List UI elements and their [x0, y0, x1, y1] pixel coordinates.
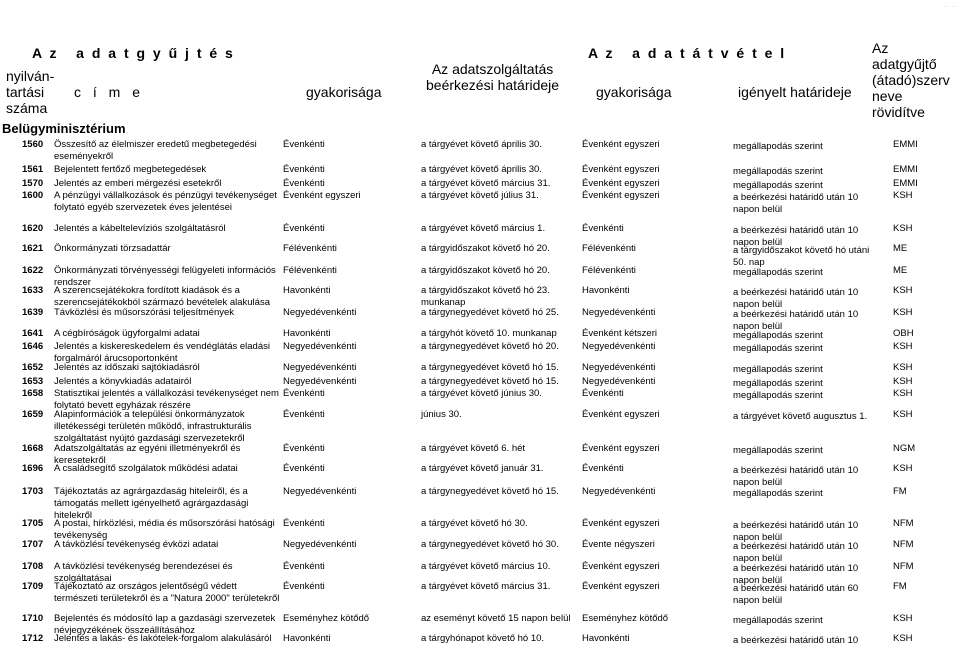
row-title: Jelentés az emberi mérgezési esetekről — [54, 178, 222, 189]
row-id: 1620 — [22, 223, 44, 234]
row-owner: KSH — [893, 285, 913, 296]
row-owner: KSH — [893, 190, 913, 201]
row-transfer-deadline: megállapodás szerint — [733, 166, 823, 177]
row-id: 1707 — [22, 539, 44, 550]
row-transfer-deadline: a tárgyévet követő augusztus 1. — [733, 411, 868, 422]
row-title: A pénzügyi vállalkozások és pénzügyi tevékenységet folytató egyéb szervezetek éves jelentései — [54, 190, 277, 213]
row-transfer-frequency: Évenként egyszeri — [582, 164, 660, 175]
row-transfer-deadline: megállapodás szerint — [733, 378, 823, 389]
header-id-label: nyilván- tartási száma — [6, 68, 55, 116]
table-row — [0, 613, 960, 636]
row-transfer-deadline: megállapodás szerint — [733, 180, 823, 191]
row-collection-frequency: Évenkénti — [283, 223, 325, 234]
row-owner: KSH — [893, 388, 913, 399]
row-owner: KSH — [893, 409, 913, 420]
row-title: A családsegítő szolgálatok működési adatai — [54, 463, 238, 474]
row-collection-frequency: Negyedévenkénti — [283, 341, 357, 352]
row-submission-deadline: június 30. — [421, 409, 462, 420]
row-id: 1561 — [22, 164, 44, 175]
row-collection-frequency: Negyedévenkénti — [283, 486, 357, 497]
section-title: Belügyminisztérium — [2, 121, 126, 136]
row-submission-deadline: a tárgyidőszakot követő hó 23. munkanap — [421, 285, 550, 308]
table-row — [0, 223, 960, 248]
row-submission-deadline: a tárgyévet követő március 10. — [421, 561, 551, 572]
row-transfer-frequency: Évente négyszeri — [582, 539, 655, 550]
table-row — [0, 178, 960, 190]
row-owner: ME — [893, 265, 908, 276]
row-owner: EMMI — [893, 164, 918, 175]
row-title: Bejelentett fertőző megbetegedések — [54, 164, 207, 175]
table-row — [0, 265, 960, 288]
row-submission-deadline: a tárgyévet követő április 30. — [421, 164, 542, 175]
row-submission-deadline: a tárgynegyedévet követő hó 25. — [421, 307, 559, 318]
table-row — [0, 139, 960, 164]
row-collection-frequency: Félévenkénti — [283, 243, 337, 254]
row-transfer-deadline: a beérkezési határidő után 10 napon belül — [733, 563, 859, 586]
row-title: Jelentés az időszaki sajtókiadásról — [54, 362, 200, 373]
row-transfer-frequency: Negyedévenkénti — [582, 376, 656, 387]
row-id: 1703 — [22, 486, 44, 497]
row-id: 1712 — [22, 633, 44, 644]
row-transfer-frequency: Évenként egyszeri — [582, 139, 660, 150]
row-collection-frequency: Havonkénti — [283, 633, 331, 644]
row-transfer-deadline: a beérkezési határidő után 10 napon belül — [733, 309, 859, 332]
row-collection-frequency: Évenkénti — [283, 409, 325, 420]
table-row — [0, 539, 960, 564]
row-title: A cégbíróságok ügyforgalmi adatai — [54, 328, 200, 339]
table-row — [0, 463, 960, 486]
row-collection-frequency: Félévenkénti — [283, 265, 337, 276]
row-transfer-deadline: megállapodás szerint — [733, 364, 823, 375]
row-transfer-deadline: a beérkezési határidő után 10 — [733, 635, 859, 646]
row-submission-deadline: a tárgyévet követő április 30. — [421, 139, 542, 150]
row-submission-deadline: a tárgyhót követő 10. munkanap — [421, 328, 557, 339]
row-id: 1570 — [22, 178, 44, 189]
row-owner: KSH — [893, 362, 913, 373]
row-owner: KSH — [893, 223, 913, 234]
row-transfer-frequency: Negyedévenkénti — [582, 362, 656, 373]
header-transfer-deadline: igényelt határideje — [738, 84, 852, 100]
table-row — [0, 307, 960, 332]
row-transfer-frequency: Évenként egyszeri — [582, 190, 660, 201]
row-transfer-frequency: Félévenkénti — [582, 265, 636, 276]
row-collection-frequency: Évenkénti — [283, 581, 325, 592]
row-owner: NGM — [893, 443, 916, 454]
row-id: 1659 — [22, 409, 44, 420]
row-transfer-deadline: a beérkezési határidő után 10 napon belül — [733, 541, 859, 564]
row-submission-deadline: a tárgynegyedévet követő hó 15. — [421, 362, 559, 373]
row-title: Összesítő az élelmiszer eredetű megbetegedési eseményekről — [54, 139, 257, 162]
row-collection-frequency: Évenkénti — [283, 139, 325, 150]
row-transfer-deadline: a beérkezési határidő után 10 napon belül — [733, 287, 859, 310]
row-transfer-frequency: Évenkénti — [582, 463, 624, 474]
row-transfer-frequency: Évenként egyszeri — [582, 581, 660, 592]
row-owner: KSH — [893, 376, 913, 387]
row-submission-deadline: a tárgyidőszakot követő hó 20. — [421, 265, 550, 276]
row-submission-deadline: a tárgyévet követő március 1. — [421, 223, 546, 234]
table-row — [0, 341, 960, 362]
row-id: 1633 — [22, 285, 44, 296]
row-transfer-frequency: Évenként egyszeri — [582, 443, 660, 454]
table-row — [0, 164, 960, 178]
row-id: 1652 — [22, 362, 44, 373]
row-collection-frequency: Negyedévenkénti — [283, 376, 357, 387]
row-title: Önkormányzati törvényességi felügyeleti információs rendszer — [54, 265, 276, 288]
row-transfer-frequency: Negyedévenkénti — [582, 486, 656, 497]
row-owner: FM — [893, 581, 907, 592]
table-row — [0, 486, 960, 521]
row-title: A postai, hírközlési, média és műsorszórási hatósági tevékenység — [54, 518, 275, 541]
row-owner: EMMI — [893, 178, 918, 189]
row-submission-deadline: a tárgyévet követő hó 30. — [421, 518, 528, 529]
row-id: 1708 — [22, 561, 44, 572]
row-collection-frequency: Évenként egyszeri — [283, 190, 361, 201]
table-row — [0, 243, 960, 268]
data-table-body — [0, 139, 960, 647]
header-owner-label: Az adatgyűjtő (átadó)szerv neve rövidítve — [872, 40, 950, 120]
row-submission-deadline: a tárgyévet követő július 31. — [421, 190, 539, 201]
row-collection-frequency: Évenkénti — [283, 463, 325, 474]
row-owner: EMMI — [893, 139, 918, 150]
table-row — [0, 285, 960, 310]
row-collection-frequency: Évenkénti — [283, 518, 325, 529]
table-row — [0, 388, 960, 409]
table-row — [0, 633, 960, 647]
header-submission-deadline: Az adatszolgáltatás beérkezési határideje — [426, 61, 560, 93]
table-row — [0, 362, 960, 376]
corner-marks: · · — [944, 4, 956, 10]
row-transfer-frequency: Évenként kétszeri — [582, 328, 657, 339]
row-title: Távközlési és műsorszórási teljesítmények — [54, 307, 235, 318]
row-submission-deadline: a tárgyévet követő 6. hét — [421, 443, 526, 454]
table-row — [0, 328, 960, 341]
row-owner: KSH — [893, 633, 913, 644]
table-row — [0, 443, 960, 466]
row-transfer-frequency: Havonkénti — [582, 285, 630, 296]
row-transfer-frequency: Évenként egyszeri — [582, 561, 660, 572]
table-row — [0, 561, 960, 586]
row-transfer-frequency: Eseményhez kötődő — [582, 613, 669, 624]
row-transfer-frequency: Félévenkénti — [582, 243, 636, 254]
row-transfer-deadline: megállapodás szerint — [733, 267, 823, 278]
row-transfer-deadline: a tárgyidőszakot követő hó utáni 50. nap — [733, 245, 870, 268]
row-id: 1668 — [22, 443, 44, 454]
row-id: 1709 — [22, 581, 44, 592]
row-title: Adatszolgáltatás az egyéni illetményekről és keresetekről — [54, 443, 241, 466]
row-collection-frequency: Havonkénti — [283, 328, 331, 339]
row-submission-deadline: az eseményt követő 15 napon belül — [421, 613, 571, 624]
row-transfer-frequency: Évenként egyszeri — [582, 178, 660, 189]
row-transfer-frequency: Évenkénti — [582, 223, 624, 234]
row-collection-frequency: Évenkénti — [283, 388, 325, 399]
row-submission-deadline: a tárgyévet követő január 31. — [421, 463, 544, 474]
row-transfer-frequency: Havonkénti — [582, 633, 630, 644]
row-id: 1622 — [22, 265, 44, 276]
row-collection-frequency: Negyedévenkénti — [283, 362, 357, 373]
row-owner: NFM — [893, 539, 914, 550]
header-collection-frequency: gyakorisága — [306, 84, 382, 100]
row-id: 1658 — [22, 388, 44, 399]
row-owner: OBH — [893, 328, 914, 339]
row-transfer-frequency: Évenkénti — [582, 388, 624, 399]
row-owner: KSH — [893, 341, 913, 352]
row-submission-deadline: a tárgyhónapot követő hó 10. — [421, 633, 545, 644]
row-transfer-deadline: megállapodás szerint — [733, 488, 823, 499]
row-owner: KSH — [893, 463, 913, 474]
row-title: Jelentés a kábeltelevíziós szolgáltatásról — [54, 223, 226, 234]
row-submission-deadline: a tárgyévet követő június 30. — [421, 388, 542, 399]
header-transfer-title: A z a d a t á t v é t e l — [588, 45, 787, 61]
row-collection-frequency: Évenkénti — [283, 164, 325, 175]
row-id: 1710 — [22, 613, 44, 624]
row-submission-deadline: a tárgynegyedévet követő hó 30. — [421, 539, 559, 550]
row-title: Bejelentés és módosító lap a gazdasági szervezetek névjegyzékének összeállításához — [54, 613, 276, 636]
row-transfer-deadline: megállapodás szerint — [733, 390, 823, 401]
row-collection-frequency: Negyedévenkénti — [283, 307, 357, 318]
row-transfer-frequency: Negyedévenkénti — [582, 341, 656, 352]
row-transfer-deadline: megállapodás szerint — [733, 343, 823, 354]
row-collection-frequency: Eseményhez kötődő — [283, 613, 370, 624]
row-owner: KSH — [893, 307, 913, 318]
row-title: A távközlési tevékenység évközi adatai — [54, 539, 219, 550]
row-collection-frequency: Negyedévenkénti — [283, 539, 357, 550]
table-row — [0, 376, 960, 388]
row-id: 1560 — [22, 139, 44, 150]
row-title: Jelentés a könyvkiadás adatairól — [54, 376, 192, 387]
row-id: 1600 — [22, 190, 44, 201]
row-title: Önkormányzati törzsadattár — [54, 243, 171, 254]
row-collection-frequency: Évenkénti — [283, 561, 325, 572]
row-id: 1639 — [22, 307, 44, 318]
row-transfer-deadline: megállapodás szerint — [733, 141, 823, 152]
row-transfer-frequency: Évenként egyszeri — [582, 518, 660, 529]
row-title: Tájékoztató az országos jelentőségű védett természeti területekről és a "Natura 2000" területekről — [54, 581, 280, 604]
row-id: 1705 — [22, 518, 44, 529]
row-transfer-deadline: a beérkezési határidő után 10 napon belül — [733, 192, 859, 215]
row-collection-frequency: Havonkénti — [283, 285, 331, 296]
table-header — [0, 0, 960, 118]
row-transfer-deadline: a beérkezési határidő után 10 napon belül — [733, 225, 859, 248]
row-collection-frequency: Évenkénti — [283, 443, 325, 454]
header-collection-name: c í m e — [74, 84, 145, 100]
row-owner: FM — [893, 486, 907, 497]
table-row — [0, 190, 960, 223]
row-id: 1621 — [22, 243, 44, 254]
row-owner: NFM — [893, 561, 914, 572]
row-submission-deadline: a tárgyévet követő március 31. — [421, 581, 551, 592]
row-submission-deadline: a tárgyévet követő március 31. — [421, 178, 551, 189]
row-title: A szerencsejátékokra fordított kiadások és a szerencsejátékokból származó bevételek alakulása — [54, 285, 270, 308]
row-id: 1641 — [22, 328, 44, 339]
row-id: 1696 — [22, 463, 44, 474]
row-transfer-frequency: Negyedévenkénti — [582, 307, 656, 318]
row-transfer-deadline: a beérkezési határidő után 10 napon belül — [733, 520, 859, 543]
row-collection-frequency: Évenkénti — [283, 178, 325, 189]
row-transfer-deadline: a beérkezési határidő után 10 napon belül — [733, 465, 859, 488]
row-owner: ME — [893, 243, 908, 254]
row-submission-deadline: a tárgyidőszakot követő hó 20. — [421, 243, 550, 254]
row-title: Jelentés a lakás- és lakótelek-forgalom alakulásáról — [54, 633, 272, 644]
row-submission-deadline: a tárgynegyedévet követő hó 15. — [421, 376, 559, 387]
table-row — [0, 518, 960, 543]
row-transfer-deadline: a beérkezési határidő után 60 napon belül — [733, 583, 859, 606]
table-row — [0, 581, 960, 613]
row-transfer-deadline: megállapodás szerint — [733, 445, 823, 456]
row-title: Alapinformációk a települési önkormányzatok illetékességi területén működő, infrastrukturális szolgáltatást nyújtó gazdasági szervezetekről — [54, 409, 252, 444]
row-submission-deadline: a tárgynegyedévet követő hó 20. — [421, 341, 559, 352]
header-collection-title: A z a d a t g y ű j t é s — [32, 45, 235, 61]
row-id: 1653 — [22, 376, 44, 387]
row-id: 1646 — [22, 341, 44, 352]
row-title: A távközlési tevékenység berendezései és szolgáltatásai — [54, 561, 233, 584]
row-owner: NFM — [893, 518, 914, 529]
row-title: Tájékoztatás az agrárgazdaság hiteleiről, és a támogatás mellett igényelhető agrárgazdasági hitelekről — [54, 486, 249, 521]
row-title: Statisztikai jelentés a vállalkozási tevékenységet nem folytató bevett egyházak részére — [54, 388, 279, 411]
row-transfer-frequency: Évenként egyszeri — [582, 409, 660, 420]
header-transfer-frequency: gyakorisága — [596, 84, 672, 100]
table-row — [0, 409, 960, 443]
row-submission-deadline: a tárgynegyedévet követő hó 15. — [421, 486, 559, 497]
row-owner: KSH — [893, 613, 913, 624]
row-transfer-deadline: megállapodás szerint — [733, 615, 823, 626]
row-transfer-deadline: megállapodás szerint — [733, 330, 823, 341]
row-title: Jelentés a kiskereskedelem és vendéglátás eladási forgalmáról árucsoportonként — [54, 341, 270, 364]
